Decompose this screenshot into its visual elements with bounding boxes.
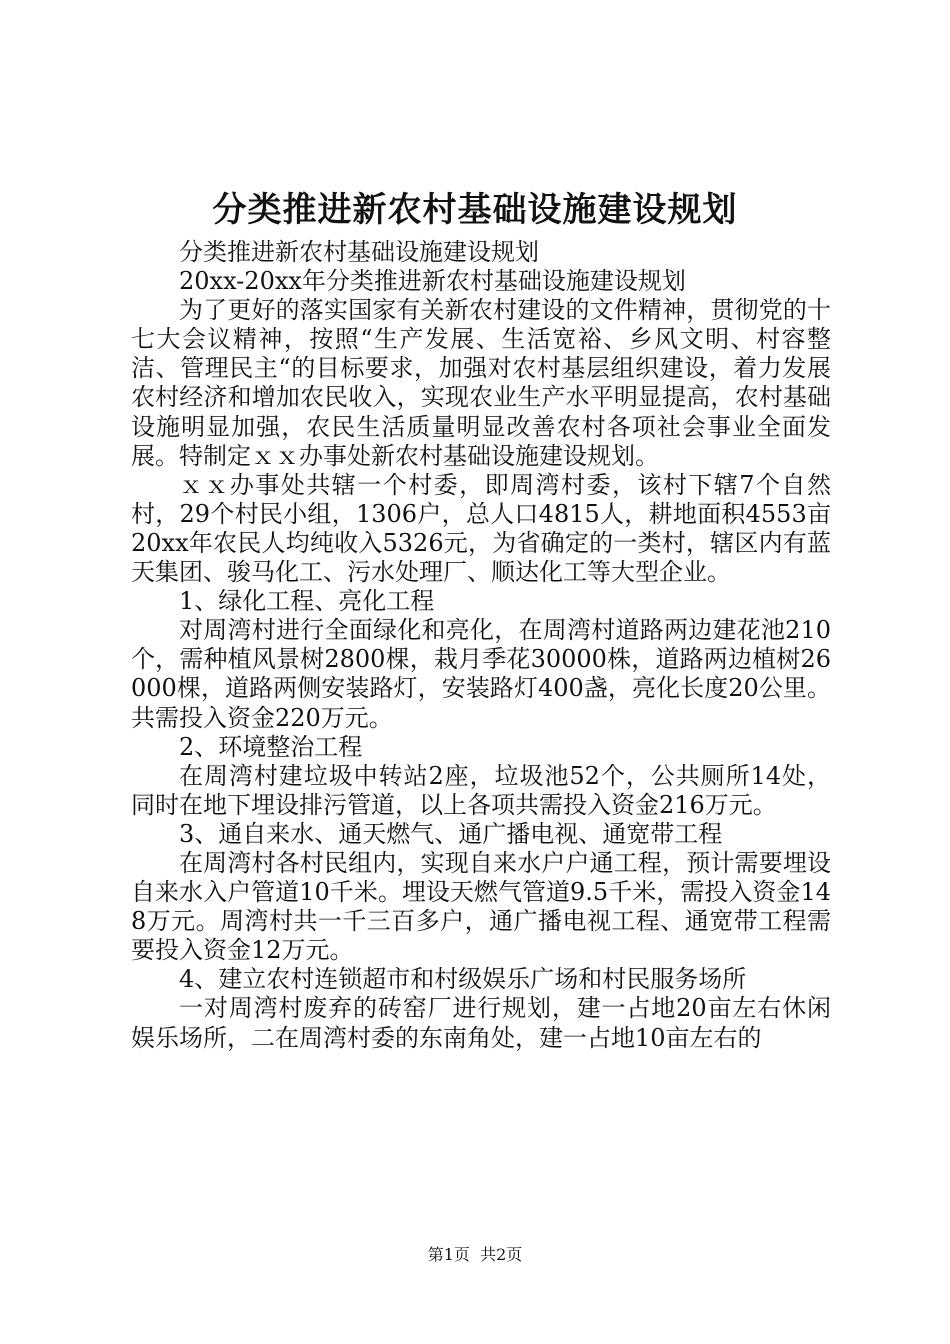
paragraph-services: 一对周湾村废弃的砖窑厂进行规划，建一占地20亩左右休闲娱乐场所，二在周湾村委的东南角处，建一占地10亩左右的	[131, 994, 831, 1052]
document-body	[131, 238, 831, 1053]
section-heading-environment: 2、环境整治工程	[179, 732, 363, 761]
document-title: 分类推进新农村基础设施建设规划	[212, 190, 738, 230]
page-footer: 第1页 共2页	[427, 1245, 523, 1264]
paragraph-intro: 为了更好的落实国家有关新农村建设的文件精神，贯彻党的十七大会议精神，按照“生产发展、生活宽裕、乡风文明、村容整洁、管理民主“的目标要求，加强对农村基层组织建设，着力发展农村经济和增加农民收入，实现农业生产水平明显提高，农村基础设施明显加强，农民生活质量明显改善农村各项社会事业全面发展。特制定ｘｘ办事处新农村基础设施建设规划。	[131, 296, 831, 470]
paragraph-environment: 在周湾村建垃圾中转站2座，垃圾池52个，公共厕所14处，同时在地下埋设排污管道，以上各项共需投入资金216万元。	[131, 761, 831, 819]
section-heading-utilities: 3、通自来水、通天燃气、通广播电视、通宽带工程	[179, 819, 723, 848]
paragraph-overview: ｘｘ办事处共辖一个村委，即周湾村委，该村下辖7个自然村，29个村民小组，1306户，总人口4815人，耕地面积4553亩20xx年农民人均纯收入5326元，为省确定的一类村，辖区内有蓝天集团、骏马化工、污水处理厂、顺达化工等大型企业。	[131, 470, 831, 587]
paragraph-utilities: 在周湾村各村民组内，实现自来水户户通工程，预计需要埋设自来水入户管道10千米。埋设天燃气管道9.5千米，需投入资金148万元。周湾村共一千三百多户，通广播电视工程、通宽带工程需要投入资金12万元。	[131, 848, 831, 965]
paragraph-plan-years: 20xx-20xx年分类推进新农村基础设施建设规划	[179, 267, 686, 296]
section-heading-services: 4、建立农村连锁超市和村级娱乐广场和村民服务场所	[179, 965, 747, 994]
section-heading-greening: 1、绿化工程、亮化工程	[179, 587, 435, 616]
paragraph-greening: 对周湾村进行全面绿化和亮化，在周湾村道路两边建花池210个，需种植风景树2800棵，栽月季花30000株，道路两边植树26000棵，道路两侧安装路灯，安装路灯400盏，亮化长度20公里。共需投入资金220万元。	[131, 616, 831, 732]
paragraph-subtitle: 分类推进新农村基础设施建设规划	[179, 238, 539, 266]
